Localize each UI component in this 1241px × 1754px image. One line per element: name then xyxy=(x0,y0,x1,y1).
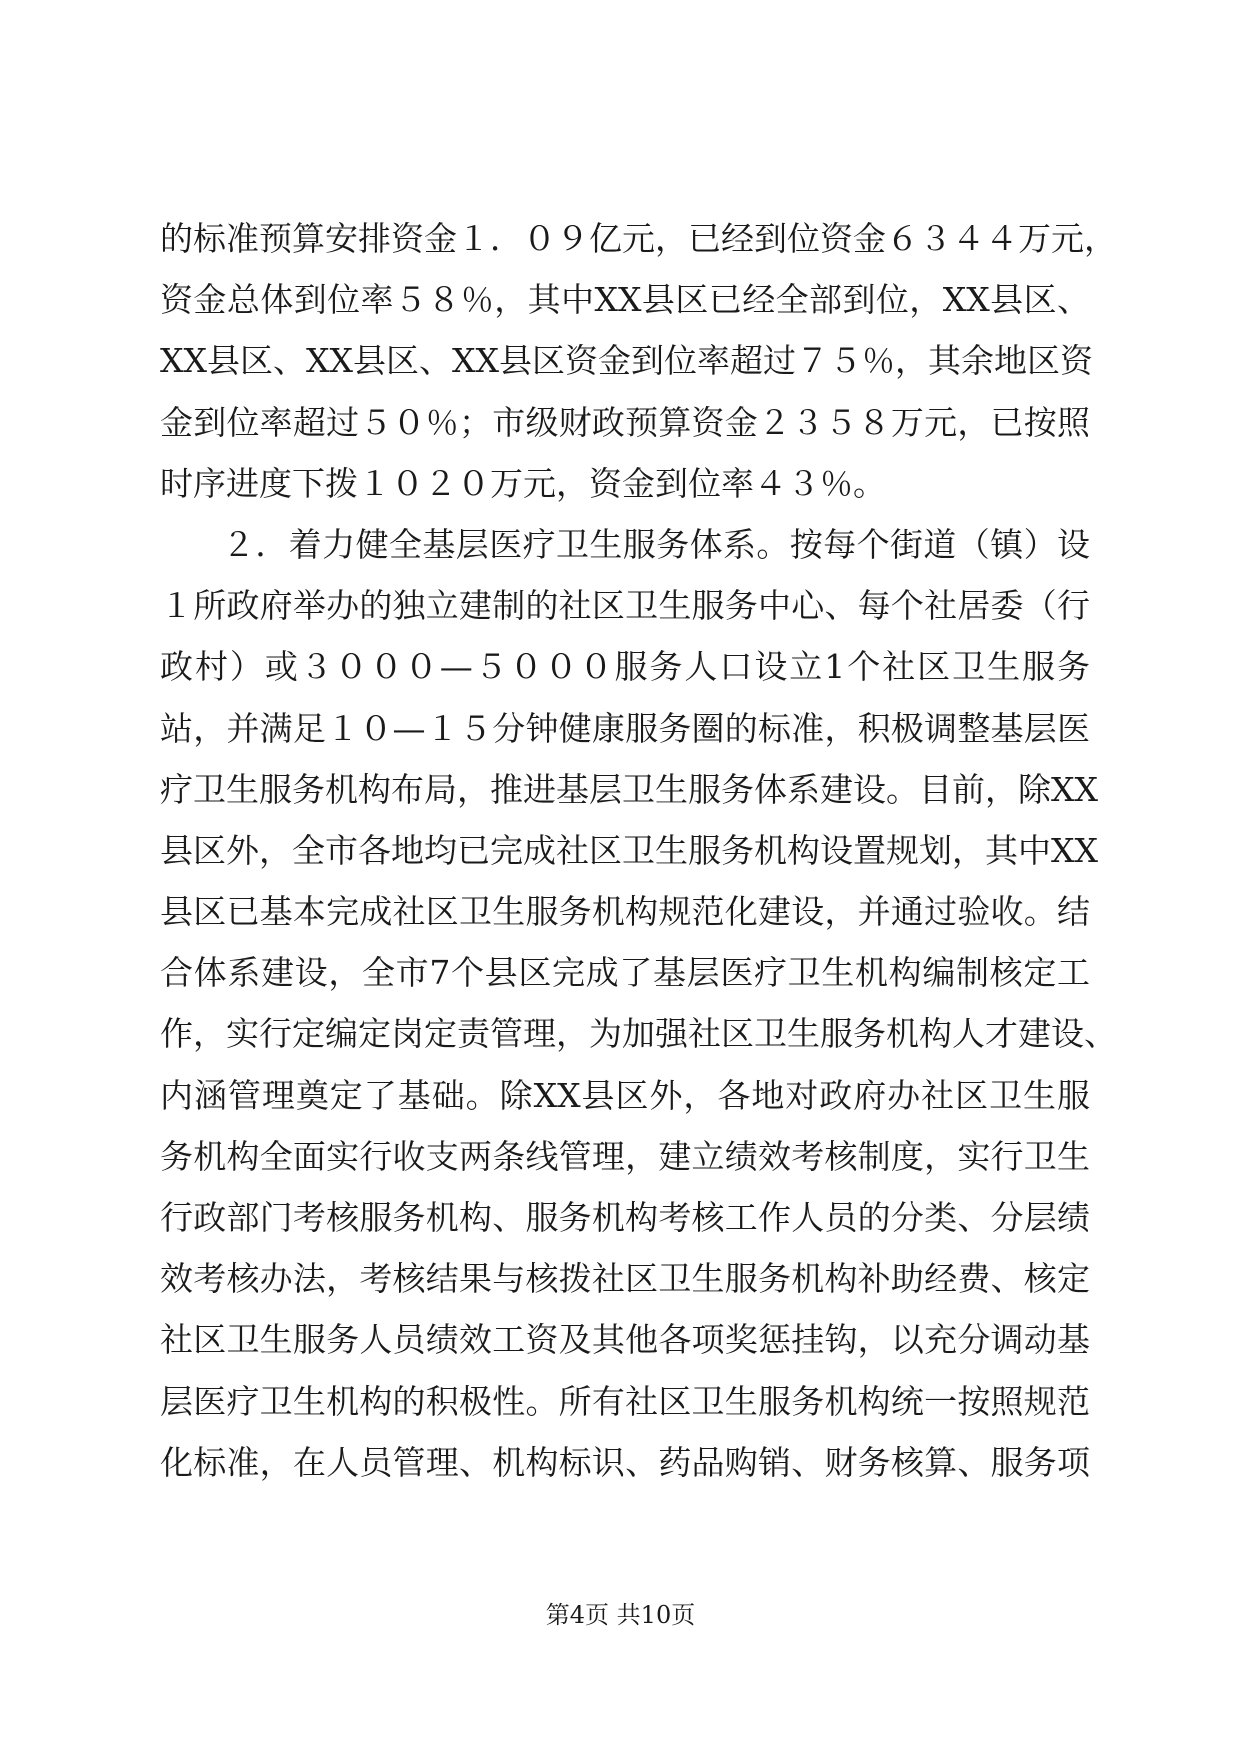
text-line: 合体系建设，全市7个县区完成了基层医疗卫生机构编制核定工 xyxy=(160,953,1090,993)
text-line: 社区卫生服务人员绩效工资及其他各项奖惩挂钩，以充分调动基 xyxy=(160,1320,1090,1360)
text-line: 化标准，在人员管理、机构标识、药品购销、财务核算、服务项 xyxy=(160,1442,1090,1482)
text-line: ２．着力健全基层医疗卫生服务体系。按每个街道（镇）设 xyxy=(222,524,1090,564)
text-line: 行政部门考核服务机构、服务机构考核工作人员的分类、分层绩 xyxy=(160,1198,1090,1237)
text-line: 内涵管理奠定了基础。除XX县区外，各地对政府办社区卫生服 xyxy=(160,1075,1090,1115)
text-line: 资金总体到位率５８％，其中XX县区已经全部到位，XX县区、 xyxy=(160,280,1090,320)
text-line: 县区外，全市各地均已完成社区卫生服务机构设置规划，其中XX xyxy=(160,830,1098,870)
text-line: １所政府举办的独立建制的社区卫生服务中心、每个社居委（行 xyxy=(160,586,1090,626)
text-line: 效考核办法，考核结果与核拨社区卫生服务机构补助经费、核定 xyxy=(160,1259,1090,1299)
text-line: 层医疗卫生机构的积极性。所有社区卫生服务机构统一按照规范 xyxy=(160,1381,1090,1421)
text-line: 时序进度下拨１０２０万元，资金到位率４３％。 xyxy=(160,463,886,503)
text-line: 务机构全面实行收支两条线管理，建立绩效考核制度，实行卫生 xyxy=(160,1136,1090,1176)
text-line: 金到位率超过５０％；市级财政预算资金２３５８万元，已按照 xyxy=(160,402,1090,442)
text-line: 站，并满足１０—１５分钟健康服务圈的标准，积极调整基层医 xyxy=(160,708,1090,748)
text-line: 的标准预算安排资金１．０９亿元，已经到位资金６３４４万元， xyxy=(160,219,1117,258)
body-text xyxy=(160,208,1117,1493)
text-line: 作，实行定编定岗定责管理，为加强社区卫生服务机构人才建设、 xyxy=(160,1014,1117,1054)
text-line: XX县区、XX县区、XX县区资金到位率超过７５％，其余地区资 xyxy=(160,341,1093,381)
text-line: 政村）或３０００—５０００服务人口设立1个社区卫生服务 xyxy=(160,647,1090,687)
page-number-footer: 第4页 共10页 xyxy=(545,1601,696,1629)
text-line: 疗卫生服务机构布局，推进基层卫生服务体系建设。目前，除XX xyxy=(160,769,1098,809)
text-line: 县区已基本完成社区卫生服务机构规范化建设，并通过验收。结 xyxy=(160,892,1090,932)
